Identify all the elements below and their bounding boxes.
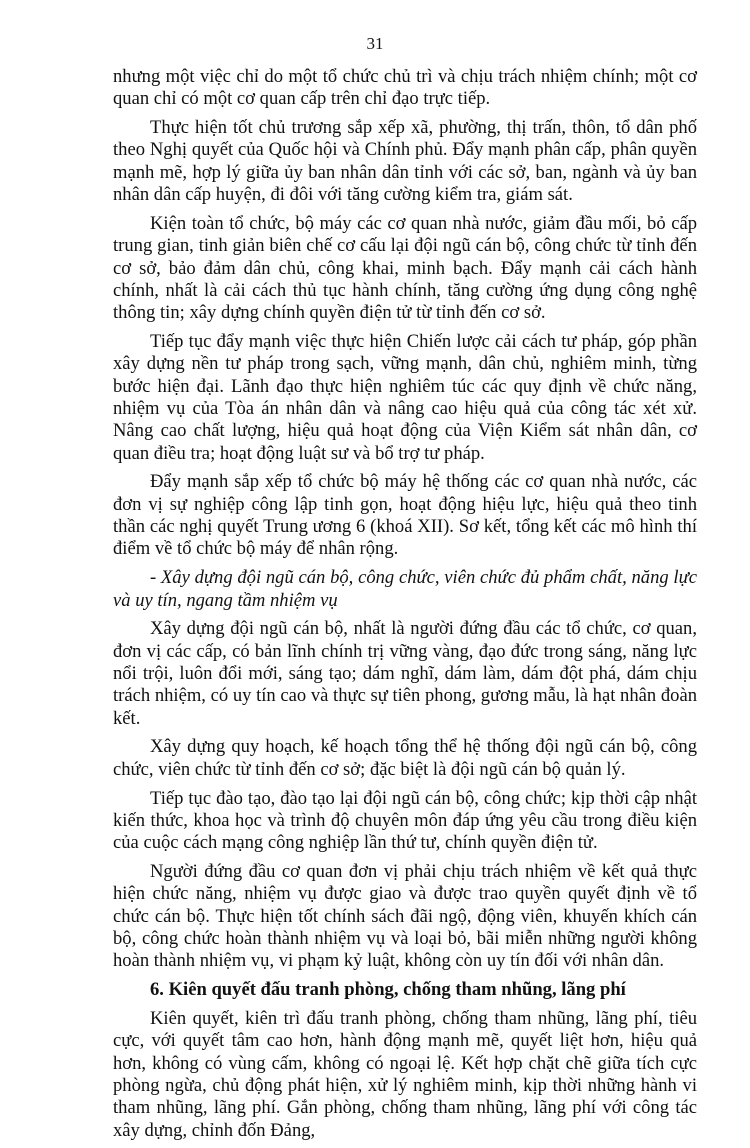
page-number: 31 <box>366 34 384 53</box>
paragraph: Tiếp tục đẩy mạnh việc thực hiện Chiến lược cải cách tư pháp, góp phần xây dựng nền tư pháp trong sạch, vững mạnh, dân chủ, nghiêm minh, từng bước hiện đại. Lãnh đạo thực hiện nghiêm túc các quy định về chức năng, nhiệm vụ của Tòa án nhân dân và nâng cao hiệu quả của công tác xét xử. Nâng cao chất lượng, hiệu quả hoạt động của Viện Kiểm sát nhân dân, cơ quan điều tra; hoạt động luật sư và bổ trợ tư pháp. <box>113 331 697 464</box>
paragraph: nhưng một việc chỉ do một tổ chức chủ trì và chịu trách nhiệm chính; một cơ quan chỉ có một cơ quan cấp trên chỉ đạo trực tiếp. <box>113 66 697 110</box>
subsection-title: - Xây dựng đội ngũ cán bộ, công chức, viên chức đủ phẩm chất, năng lực và uy tín, ngang tầm nhiệm vụ <box>113 567 697 611</box>
paragraph: Đẩy mạnh sắp xếp tổ chức bộ máy hệ thống các cơ quan nhà nước, các đơn vị sự nghiệp công lập tinh gọn, hoạt động hiệu lực, hiệu quả theo tinh thần các nghị quyết Trung ương 6 (khoá XII). Sơ kết, tổng kết các mô hình thí điểm về tổ chức bộ máy để nhân rộng. <box>113 471 697 560</box>
paragraph: Kiện toàn tổ chức, bộ máy các cơ quan nhà nước, giảm đầu mối, bỏ cấp trung gian, tinh giản biên chế cơ cấu lại đội ngũ cán bộ, công chức từ tỉnh đến cơ sở, bảo đảm dân chủ, công khai, minh bạch. Đẩy mạnh cải cách hành chính, nhất là cải cách thủ tục hành chính, tăng cường ứng dụng công nghệ thông tin; xây dựng chính quyền điện tử từ tỉnh đến cơ sở. <box>113 212 697 324</box>
paragraph: Xây dựng quy hoạch, kế hoạch tổng thể hệ thống đội ngũ cán bộ, công chức, viên chức từ tỉnh đến cơ sở; đặc biệt là đội ngũ cán bộ quản lý. <box>113 736 697 780</box>
body-text <box>113 66 697 1148</box>
paragraph: Tiếp tục đào tạo, đào tạo lại đội ngũ cán bộ, công chức; kịp thời cập nhật kiến thức, khoa học và trình độ chuyên môn đáp ứng yêu cầu trong điều kiện của cuộc cách mạng công nghiệp lần thứ tư, chính quyền điện tử. <box>113 787 697 854</box>
paragraph: Thực hiện tốt chủ trương sắp xếp xã, phường, thị trấn, thôn, tổ dân phố theo Nghị quyết của Quốc hội và Chính phủ. Đẩy mạnh phân cấp, phân quyền mạnh mẽ, hợp lý giữa ủy ban nhân dân tỉnh với các sở, ban, ngành và ủy ban nhân dân cấp huyện, đi đôi với tăng cường kiểm tra, giám sát. <box>113 117 697 206</box>
paragraph: Kiên quyết, kiên trì đấu tranh phòng, chống tham nhũng, lãng phí, tiêu cực, với quyết tâm cao hơn, hành động mạnh mẽ, quyết liệt hơn, hiệu quả hơn, không có vùng cấm, không có ngoại lệ. Kết hợp chặt chẽ giữa tích cực phòng ngừa, chủ động phát hiện, xử lý nghiêm minh, kịp thời những hành vi tham nhũng, lãng phí. Gắn phòng, chống tham nhũng, lãng phí với công tác xây dựng, chỉnh đốn Đảng, <box>113 1008 697 1141</box>
section-heading: 6. Kiên quyết đấu tranh phòng, chống tham nhũng, lãng phí <box>150 979 626 1001</box>
paragraph: Người đứng đầu cơ quan đơn vị phải chịu trách nhiệm về kết quả thực hiện chức năng, nhiệm vụ được giao và được trao quyền quyết định về tổ chức cán bộ. Thực hiện tốt chính sách đãi ngộ, động viên, khuyến khích cán bộ, công chức hoàn thành nhiệm vụ và loại bỏ, bãi miễn những người không hoàn thành nhiệm vụ, vi phạm kỷ luật, không còn uy tín đối với nhân dân. <box>113 861 697 972</box>
paragraph: Xây dựng đội ngũ cán bộ, nhất là người đứng đầu các tổ chức, cơ quan, đơn vị các cấp, có bản lĩnh chính trị vững vàng, đạo đức trong sáng, năng lực nổi trội, luôn đổi mới, sáng tạo; dám nghĩ, dám làm, dám đột phá, dám chịu trách nhiệm, có uy tín cao và thực sự tiên phong, gương mẫu, là hạt nhân đoàn kết. <box>113 618 697 729</box>
